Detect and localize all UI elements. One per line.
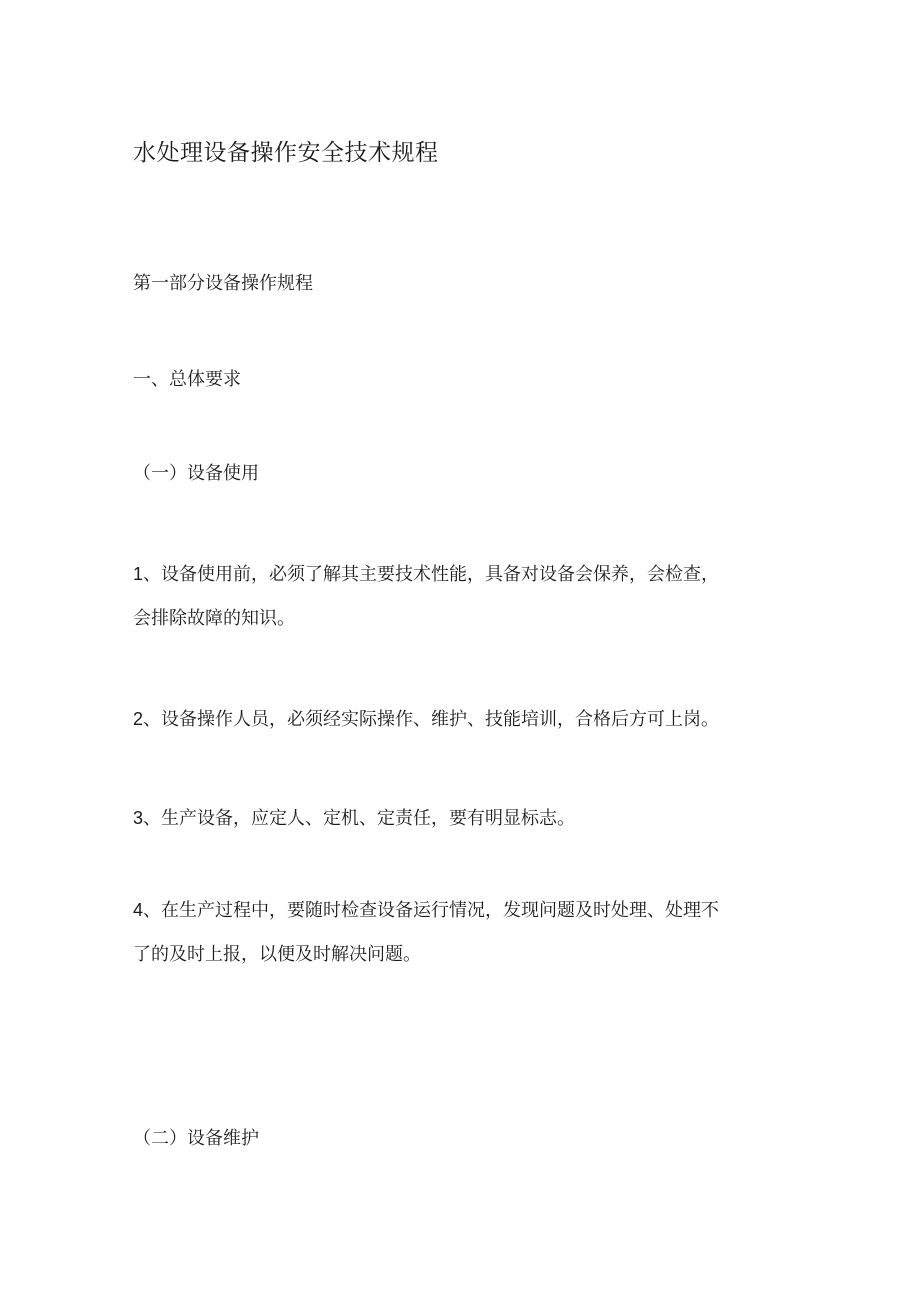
list-item-line: 会排除故障的知识。 — [133, 608, 295, 629]
section-heading: 一、总体要求 — [133, 369, 241, 390]
list-item-line — [133, 796, 803, 841]
list-item-line — [133, 888, 803, 933]
item-text: 、生产设备，应定人、定机、定责任，要有明显标志。 — [143, 808, 576, 829]
item-number: 2 — [133, 709, 144, 729]
item-number: 4 — [133, 900, 144, 920]
document-title: 水处理设备操作安全技术规程 — [133, 140, 439, 166]
list-item-3 — [133, 796, 803, 841]
list-item-line — [133, 552, 803, 597]
item-text: 、设备操作人员，必须经实际操作、维护、技能培训，合格后方可上岗。 — [143, 709, 720, 730]
list-item-2 — [133, 697, 803, 742]
subsection-heading-use: （一）设备使用 — [133, 463, 259, 484]
subsection-heading-maintenance: （二）设备维护 — [133, 1128, 259, 1149]
list-item-line — [133, 697, 803, 742]
list-item-line: 了的及时上报，以便及时解决问题。 — [133, 944, 421, 965]
list-item-4 — [133, 888, 803, 977]
item-text: 、在生产过程中，要随时检查设备运行情况，发现问题及时处理、处理不 — [143, 900, 720, 921]
item-number: 3 — [133, 808, 144, 828]
part-heading: 第一部分设备操作规程 — [133, 273, 313, 294]
list-item-1 — [133, 552, 803, 641]
item-text: 、设备使用前，必须了解其主要技术性能，具备对设备会保养，会检查， — [143, 564, 720, 585]
item-number: 1 — [133, 564, 144, 584]
